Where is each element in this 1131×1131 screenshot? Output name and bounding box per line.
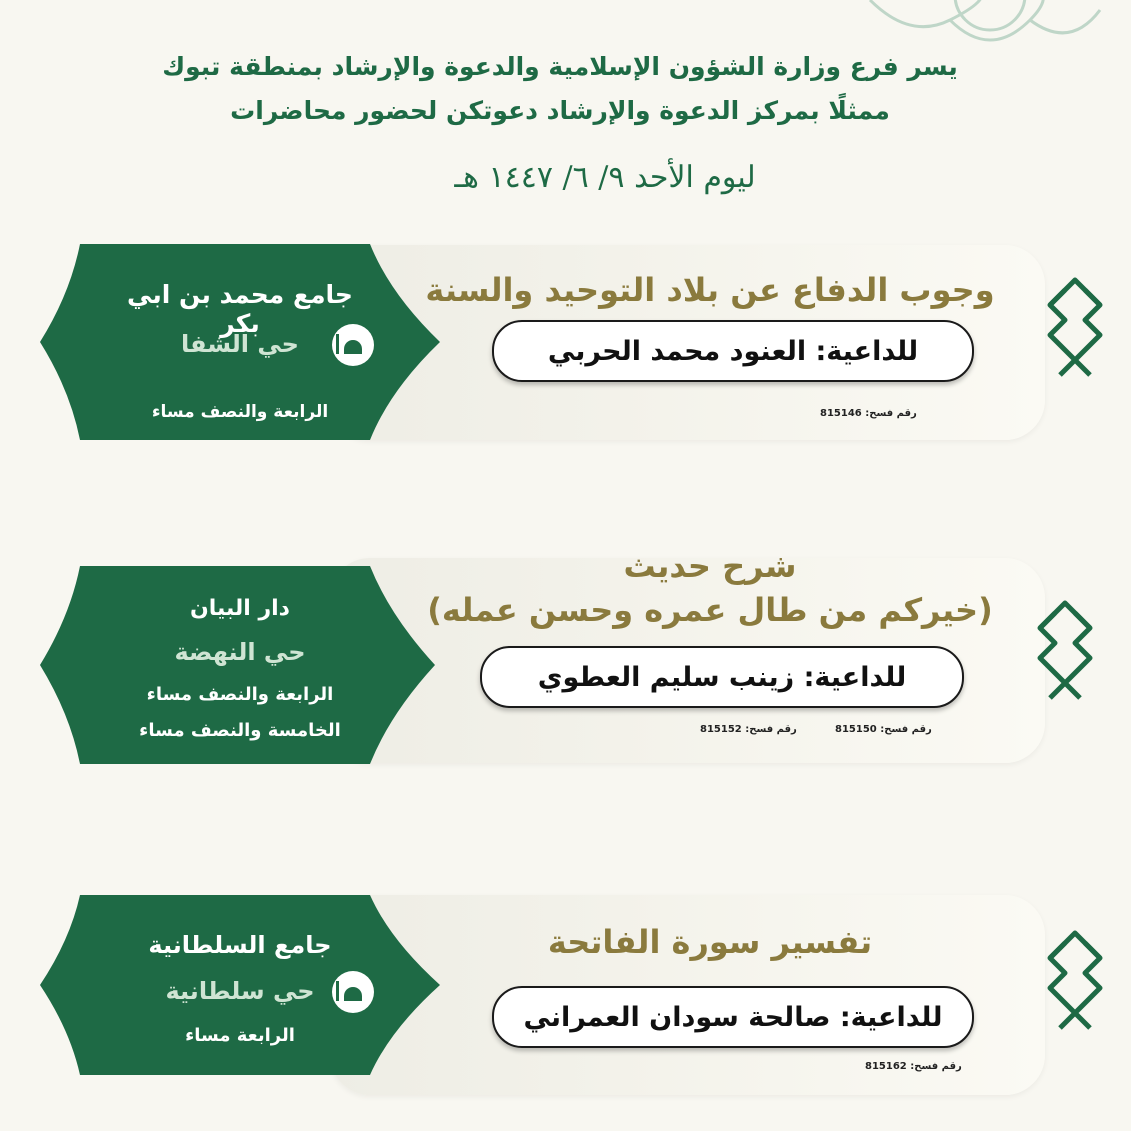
lecture-title-1: وجوب الدفاع عن بلاد التوحيد والسنة: [425, 271, 995, 309]
side-ornament-3: [1040, 928, 1110, 1038]
venue-name-2: دار البيان: [190, 596, 290, 621]
lecture-title-3: تفسير سورة الفاتحة: [547, 923, 873, 961]
event-date: ليوم الأحد ٩/ ٦/ ١٤٤٧ هـ: [454, 160, 756, 195]
venue-name-1: جامع محمد بن ابي بكر: [127, 280, 353, 338]
speaker-pill-1: للداعية: العنود محمد الحربي: [492, 320, 974, 382]
permit-number-2b: رقم فسح: 815152: [700, 724, 797, 735]
header-line-1: يسر فرع وزارة الشؤون الإسلامية والدعوة والإرشاد بمنطقة تبوك: [162, 52, 958, 81]
lecture-title-2a: شرح حديث: [623, 547, 797, 585]
side-ornament-2: [1030, 598, 1100, 708]
venue-badge-1: [40, 244, 440, 440]
permit-number-3: رقم فسح: 815162: [865, 1061, 962, 1072]
header-line-2: ممثلًا بمركز الدعوة والإرشاد دعوتكن لحضور محاضرات: [230, 96, 890, 125]
venue-district-2: حي النهضة: [174, 638, 306, 666]
speaker-pill-2: للداعية: زينب سليم العطوي: [480, 646, 964, 708]
side-ornament-1: [1040, 275, 1110, 385]
permit-number-1: رقم فسح: 815146: [820, 408, 917, 419]
lecture-time-3: الرابعة مساء: [185, 1025, 295, 1046]
mosque-icon: [332, 971, 374, 1013]
lecture-title-2b: (خيركم من طال عمره وحسن عمله): [427, 591, 993, 629]
venue-badge-2: [40, 566, 440, 764]
lecture-time-2b: الخامسة والنصف مساء: [139, 720, 341, 741]
speaker-pill-3: للداعية: صالحة سودان العمراني: [492, 986, 974, 1048]
venue-district-3: حي سلطانية: [165, 977, 315, 1005]
permit-number-2a: رقم فسح: 815150: [835, 724, 932, 735]
lecture-time-1: الرابعة والنصف مساء: [151, 402, 329, 422]
mosque-icon: [332, 324, 374, 366]
venue-name-3: جامع السلطانية: [148, 931, 332, 959]
lecture-time-2a: الرابعة والنصف مساء: [146, 684, 334, 705]
venue-district-1: حي الشفا: [181, 330, 299, 358]
venue-badge-3: [40, 895, 440, 1075]
